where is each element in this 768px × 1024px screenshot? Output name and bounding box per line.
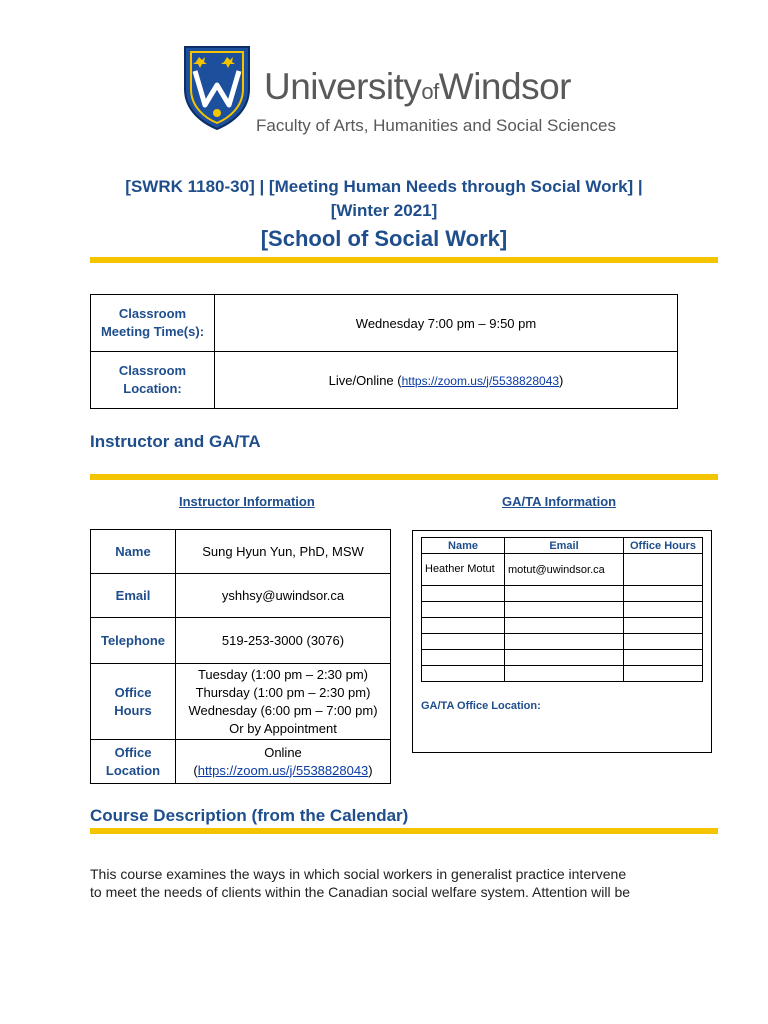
- faculty-name: Faculty of Arts, Humanities and Social Sciences: [256, 116, 616, 135]
- email-label: Email: [91, 574, 176, 618]
- gata-name: [422, 666, 505, 682]
- instructor-table: [90, 529, 391, 784]
- gata-name: Heather Motut: [422, 554, 505, 586]
- classroom-location-label: Classroom Location:: [91, 352, 215, 409]
- instructor-telephone: 519-253-3000 (3076): [176, 618, 391, 664]
- gata-name: [422, 650, 505, 666]
- zoom-link[interactable]: https://zoom.us/j/5538828043: [401, 373, 560, 388]
- office-hours-label: Office Hours: [91, 664, 176, 740]
- gata-info-box: [412, 530, 712, 753]
- table-row: [422, 602, 703, 618]
- office-hours-line: Or by Appointment: [229, 720, 337, 736]
- classroom-table: [90, 294, 678, 409]
- gata-email: [505, 602, 624, 618]
- gata-email: [505, 586, 624, 602]
- course-description-heading: Course Description (from the Calendar): [90, 806, 409, 825]
- gata-name: [422, 602, 505, 618]
- office-hours-value: [176, 664, 391, 740]
- course-description-text: [90, 865, 710, 901]
- gata-name: [422, 634, 505, 650]
- telephone-label: Telephone: [91, 618, 176, 664]
- classroom-location-value: Live/Online (https://zoom.us/j/5538828043): [215, 352, 678, 409]
- meeting-time-label: Classroom Meeting Time(s):: [91, 295, 215, 352]
- wordmark-windsor: Windsor: [438, 66, 571, 107]
- divider-rule: [90, 474, 718, 480]
- university-shield-logo: [183, 45, 251, 130]
- description-line: to meet the needs of clients within the Canadian social welfare system. Attention will be: [90, 884, 631, 900]
- instructor-info-heading: Instructor Information: [179, 494, 315, 509]
- gata-hours: [624, 586, 703, 602]
- description-line: This course examines the ways in which social workers in generalist practice intervene: [90, 866, 627, 882]
- gata-hours: [624, 634, 703, 650]
- gata-office-location-label: GA/TA Office Location:: [421, 700, 541, 712]
- divider-rule: [90, 828, 718, 834]
- gata-hours: [624, 554, 703, 586]
- table-row: [422, 650, 703, 666]
- table-row: [422, 554, 703, 586]
- instructor-name: Sung Hyun Yun, PhD, MSW: [176, 530, 391, 574]
- table-row: [422, 618, 703, 634]
- gata-col-name: Name: [422, 538, 505, 554]
- gata-name: [422, 586, 505, 602]
- gata-info-heading: GA/TA Information: [502, 494, 617, 509]
- name-label: Name: [91, 530, 176, 574]
- course-term: [Winter 2021]: [330, 201, 438, 220]
- table-row: [422, 666, 703, 682]
- divider-rule: [90, 257, 718, 263]
- gata-hours: [624, 650, 703, 666]
- gata-email: [505, 650, 624, 666]
- office-zoom-link[interactable]: https://zoom.us/j/5538828043: [197, 762, 369, 778]
- table-row: [422, 634, 703, 650]
- gata-col-email: Email: [505, 538, 624, 554]
- gata-email: [505, 618, 624, 634]
- office-hours-line: Tuesday (1:00 pm – 2:30 pm): [197, 666, 369, 682]
- gata-name: [422, 618, 505, 634]
- gata-email: [505, 634, 624, 650]
- wordmark-of: of: [421, 79, 439, 104]
- course-title-line1: [SWRK 1180-30] | [Meeting Human Needs through Social Work] |: [125, 177, 643, 196]
- instructor-email: yshhsy@uwindsor.ca: [176, 574, 391, 618]
- table-row: [422, 586, 703, 602]
- meeting-time-value: Wednesday 7:00 pm – 9:50 pm: [215, 295, 678, 352]
- gata-email: [505, 666, 624, 682]
- office-location-value: Online (https://zoom.us/j/5538828043): [176, 740, 391, 784]
- gata-hours: [624, 602, 703, 618]
- school-name: [School of Social Work]: [260, 226, 508, 251]
- office-hours-line: Wednesday (6:00 pm – 7:00 pm): [188, 702, 378, 718]
- gata-hours: [624, 618, 703, 634]
- instructor-section-heading: Instructor and GA/TA: [90, 432, 261, 451]
- gata-table: [421, 537, 703, 682]
- office-hours-line: Thursday (1:00 pm – 2:30 pm): [195, 684, 371, 700]
- gata-email: motut@uwindsor.ca: [505, 554, 624, 586]
- gata-col-office-hours: Office Hours: [624, 538, 703, 554]
- wordmark-university: University: [264, 66, 422, 107]
- university-wordmark: [264, 66, 571, 108]
- office-location-label: Office Location: [91, 740, 176, 784]
- gata-hours: [624, 666, 703, 682]
